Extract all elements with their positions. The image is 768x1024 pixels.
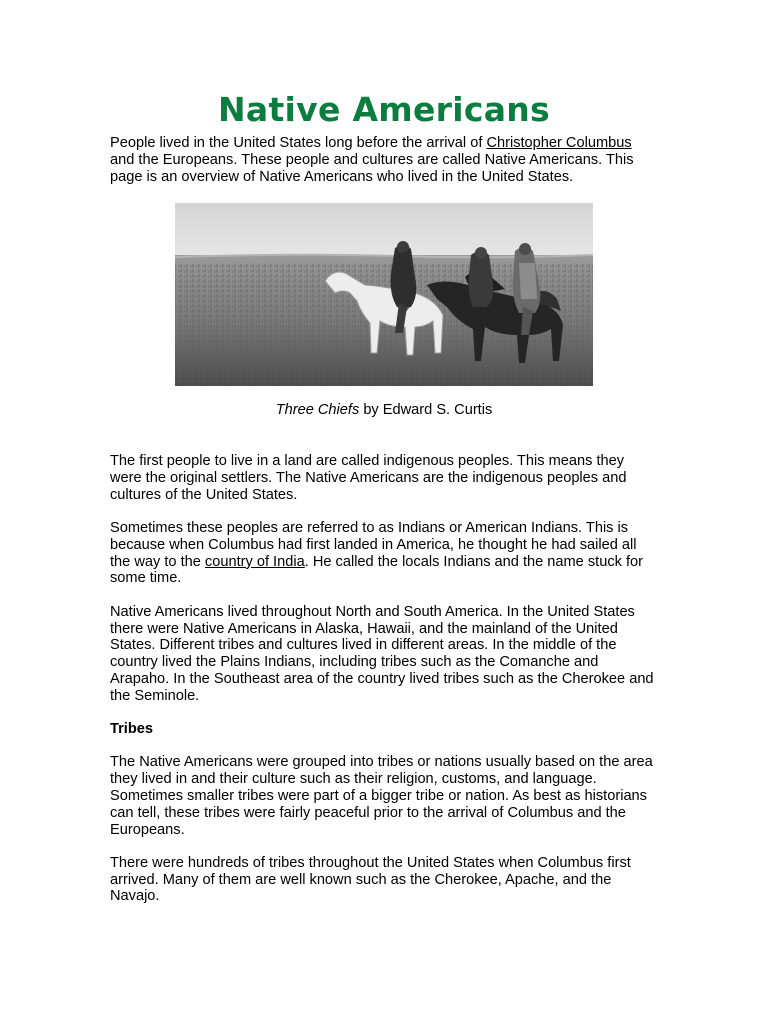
indians-text-before: Sometimes these peoples are referred to as Indians or American Indians. This is because when Columbus had first landed in America, he thought he had sailed all the way to the: [110, 520, 637, 570]
document-page: [110, 88, 658, 905]
photo-caption: [110, 402, 658, 419]
page-title: Native Americans: [217, 90, 550, 129]
caption-title: Three Chiefs: [275, 402, 360, 419]
photograph-three-chiefs-icon: [175, 203, 593, 386]
tribes-groups-paragraph: The Native Americans were grouped into tribes or nations usually based on the area they lived in and their culture such as their religion, customs, and language. Sometimes smaller tribes were part of a bigger tribe or nation. As best as historians can tell, these tribes were fairly peaceful prior to the arrival of Columbus and the Europeans.: [110, 754, 653, 838]
intro-text-before: People lived in the United States long before the arrival of: [110, 135, 487, 151]
christopher-columbus-link[interactable]: Christopher Columbus: [486, 135, 632, 151]
tribes-hundreds-paragraph: There were hundreds of tribes throughout the United States when Columbus first arrived. Many of them are well known such as the Cherokee, Apache, and the Navajo.: [110, 854, 631, 905]
intro-text-after: and the Europeans. These people and cultures are called Native Americans. This page is an overview of Native Americans who lived in the United States.: [110, 151, 634, 185]
caption-credit: by Edward S. Curtis: [359, 402, 493, 419]
intro-paragraph: [110, 135, 658, 185]
indians-text-after: . He called the locals Indians and the name stuck for some time.: [110, 553, 643, 587]
tribes-heading: Tribes: [110, 721, 153, 738]
country-of-india-link[interactable]: country of India: [204, 553, 305, 570]
indigenous-paragraph: The first people to live in a land are called indigenous peoples. This means they were the original settlers. The Native Americans are the indigenous peoples and cultures of the United States.: [110, 453, 627, 503]
indians-paragraph: [110, 520, 658, 587]
three-chiefs-photo: [175, 203, 593, 386]
regions-paragraph: Native Americans lived throughout North and South America. In the United States there were Native Americans in Alaska, Hawaii, and the mainland of the United States. Different tribes and cultures lived in different areas. In the middle of the country lived the Plains Indians, including tribes such as the Comanche and Arapaho. In the Southeast area of the country lived tribes such as the Cherokee and the Seminole.: [110, 603, 654, 704]
